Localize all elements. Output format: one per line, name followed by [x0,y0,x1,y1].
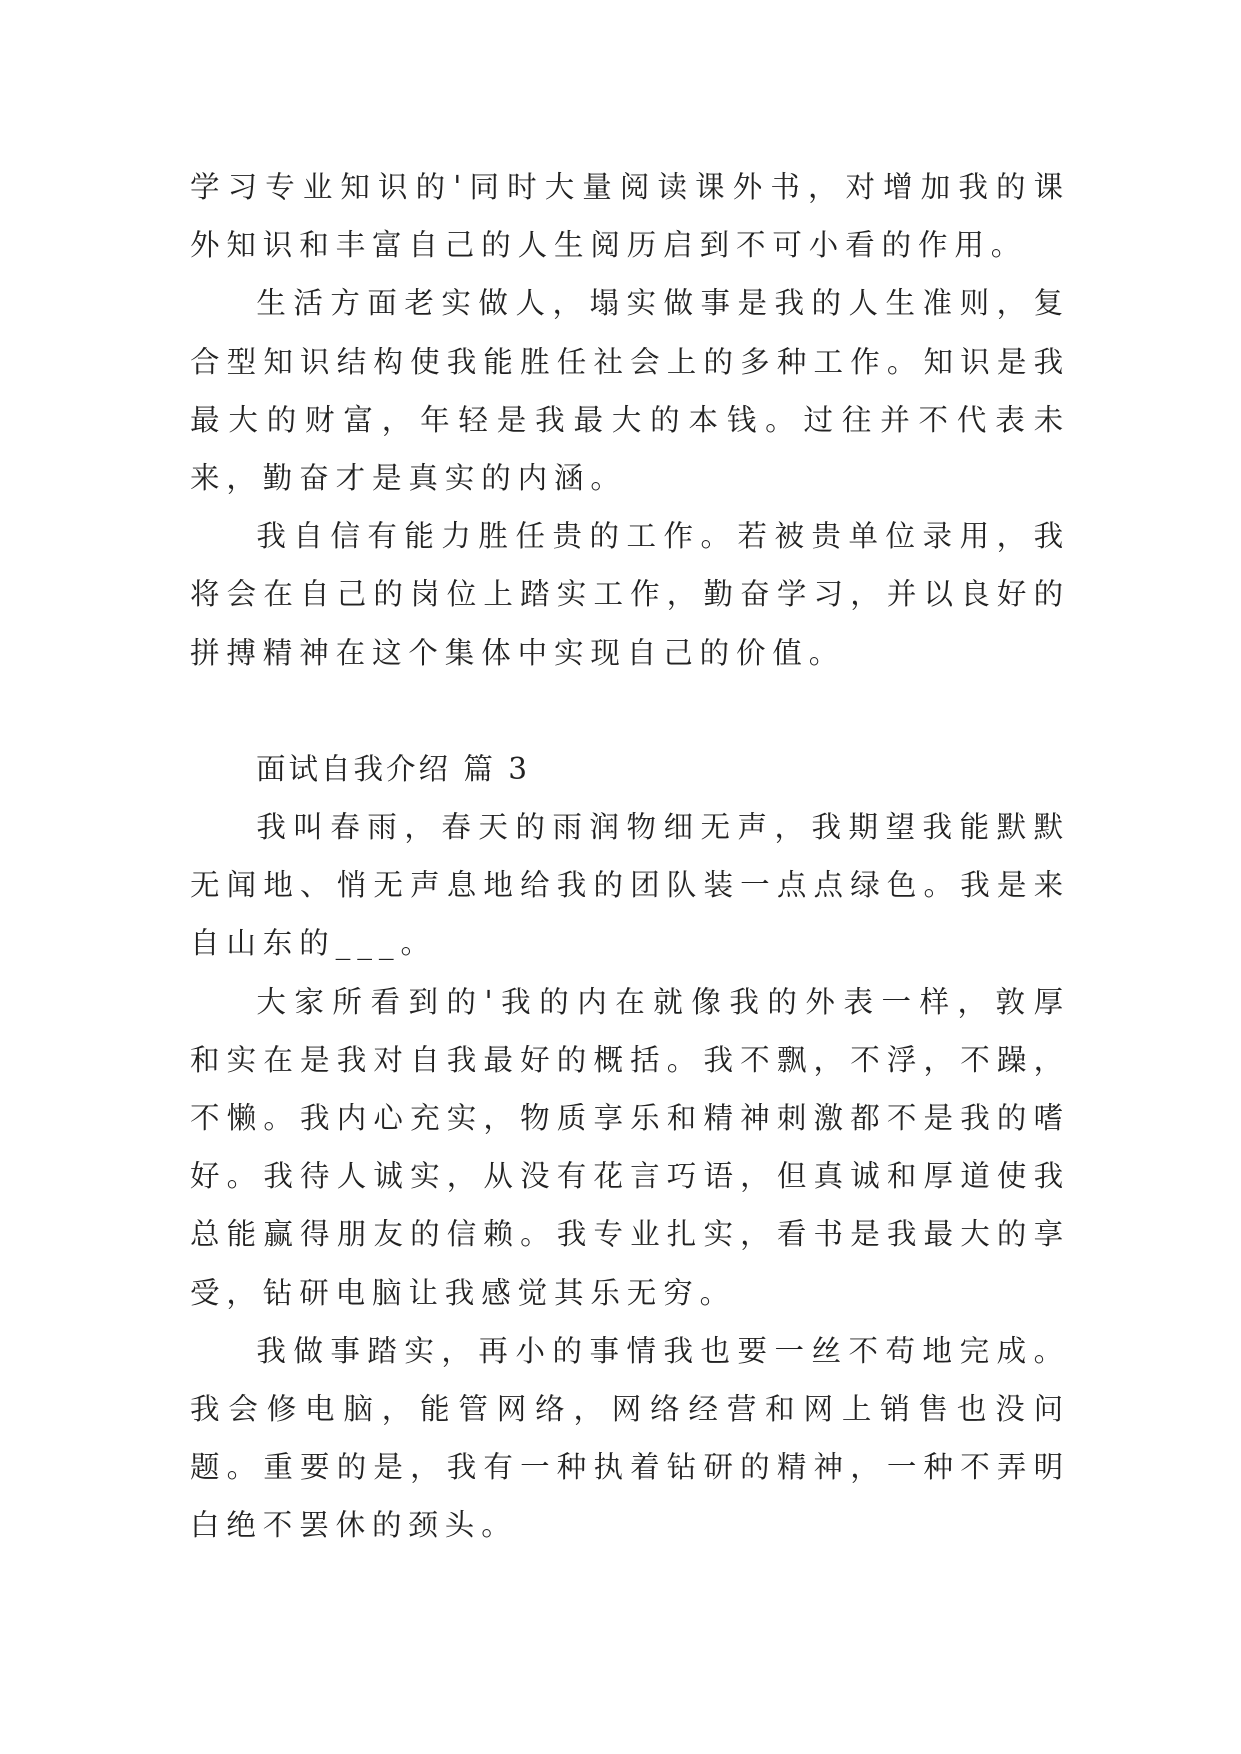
section-heading: 面试自我介绍 篇 3 [256,751,531,786]
paragraph-name-intro: 我叫春雨，春天的雨润物细无声，我期望我能默默无闻地、悄无声息地给我的团队装一点点绿色。我是来自山东的___。 [190,810,1070,961]
paragraph-life-principles: 生活方面老实做人，塌实做事是我的人生准则，复合型知识结构使我能胜任社会上的多种工作。知识是我最大的财富，年轻是我最大的本钱。过往并不代表未来，勤奋才是真实的内涵。 [190,286,1070,496]
paragraph-skills: 我做事踏实，再小的事情我也要一丝不苟地完成。我会修电脑，能管网络，网络经营和网上销售也没问题。重要的是，我有一种执着钻研的精神，一种不弄明白绝不罢休的颈头。 [190,1333,1070,1543]
paragraph-character: 大家所看到的'我的内在就像我的外表一样，敦厚和实在是我对自我最好的概括。我不飘，不浮，不躁，不懒。我内心充实，物质享乐和精神刺激都不是我的嗜好。我待人诚实，从没有花言巧语，但真诚和厚道使我总能赢得朋友的信赖。我专业扎实，看书是我最大的享受，钻研电脑让我感觉其乐无穷。 [190,984,1070,1310]
paragraph-confidence: 我自信有能力胜任贵的工作。若被贵单位录用，我将会在自己的岗位上踏实工作，勤奋学习，并以良好的拼搏精神在这个集体中实现自己的价值。 [190,519,1070,670]
paragraph-continuation: 学习专业知识的'同时大量阅读课外书，对增加我的课外知识和丰富自己的人生阅历启到不可小看的作用。 [190,170,1070,263]
body-text [190,158,1070,1555]
